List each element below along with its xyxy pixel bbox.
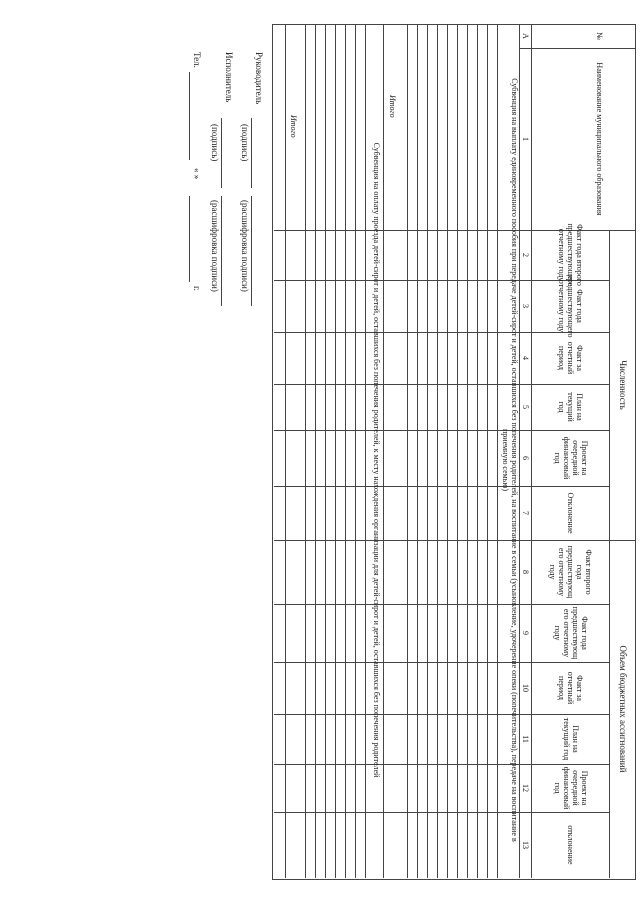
date-quotes: « » [192,168,202,180]
phone-label: Тел. [192,52,202,68]
row-line [305,24,306,878]
head-decode-hint: (расшифровка подписи) [240,200,250,292]
col-header-9: Факт года предшествующ его отчетному году [553,606,589,660]
section-2-title: Субвенция на оплату проезда детей-сирот и детей, оставшихся без попечения родителей, к месту нахождения организации для детей-сирот и детей, оставшихся без попечения родителей [372,142,381,778]
row-line [427,24,428,878]
col-num-13: 13 [521,841,530,849]
col-header-2: Факт года второго предшествующего отчетному году [557,223,585,287]
year-suffix: г. [192,286,202,291]
group-budget-title: Объем бюджетных ассигнований [618,645,629,773]
col-num-5: 5 [521,405,530,409]
column-number-line [519,24,520,878]
section-1-title-line [497,24,498,878]
col-num-8: 8 [521,570,530,574]
col-header-8: Факт второго года предшествующ его отчетному году [548,545,594,599]
row-line [457,24,458,878]
row-line [325,24,326,878]
col-header-10: Факт за отчетный период [557,671,585,705]
head-label: Руководитель [254,52,264,105]
col-header-12: Проект на очередной финансовый год [553,766,589,810]
row-line [467,24,468,878]
row-line [383,24,384,878]
row-line [335,24,336,878]
col-num-1: 1 [521,137,530,141]
section-2-title-line [365,24,366,878]
col-number-header: № [595,32,605,40]
col-header-13: отклонение [566,825,576,865]
col-divider [274,540,636,541]
head-sign-line [251,118,252,188]
col-num-9: 9 [521,631,530,635]
row-line [315,24,316,878]
col-num-11: 11 [521,735,530,743]
col-header-6: Проект на очередной финансовый год [553,436,589,480]
col-name-header: Наименование муниципального образования [595,62,605,216]
row-line [437,24,438,878]
header-group-separator [609,230,610,878]
col-divider [520,48,636,49]
col-num-6: 6 [521,456,530,460]
row-line [345,24,346,878]
header-bottom-line [531,24,532,878]
executor-decode-hint: (расшифровка подписи) [210,200,220,292]
executor-decode-line [221,196,222,306]
col-header-3: Факт года предшествующего отчетному году [557,274,585,338]
row-line [407,24,408,878]
group-count-title: Численность [618,360,629,410]
col-num-4: 4 [521,356,530,360]
col-header-7: Отклонение [566,492,576,534]
section-1-title: Субвенция на выплату единовременного пособия при передаче детей-сирот и детей, оставшихся без попечения родителей, на воспитание в семьи (усыновление, удочерение опеки (попечительства), передаче на воспитание в приемную семью) [501,78,519,842]
col-header-5: План на текущий год [557,392,585,422]
row-line [285,24,286,878]
head-sign-hint: (подпись) [240,124,250,162]
phone-line [189,72,190,160]
executor-sign-hint: (подпись) [210,124,220,162]
section-1-total-label: Итого [388,95,397,118]
row-line [417,24,418,878]
row-line [487,24,488,878]
col-num-7: 7 [521,511,530,515]
col-header-11: План на текущий год [562,717,580,761]
head-decode-line [251,196,252,306]
col-num-2: 2 [521,253,530,257]
col-num-a: А [521,33,530,39]
row-line [477,24,478,878]
executor-sign-line [221,118,222,188]
date-line [189,196,190,282]
section-2-total-label: Итого [289,115,298,138]
col-num-3: 3 [521,304,530,308]
row-line [447,24,448,878]
executor-label: Исполнитель [224,52,234,103]
row-line [355,24,356,878]
col-header-4: Факт за отчетный период [557,341,585,375]
col-num-10: 10 [521,684,530,692]
col-num-12: 12 [521,784,530,792]
